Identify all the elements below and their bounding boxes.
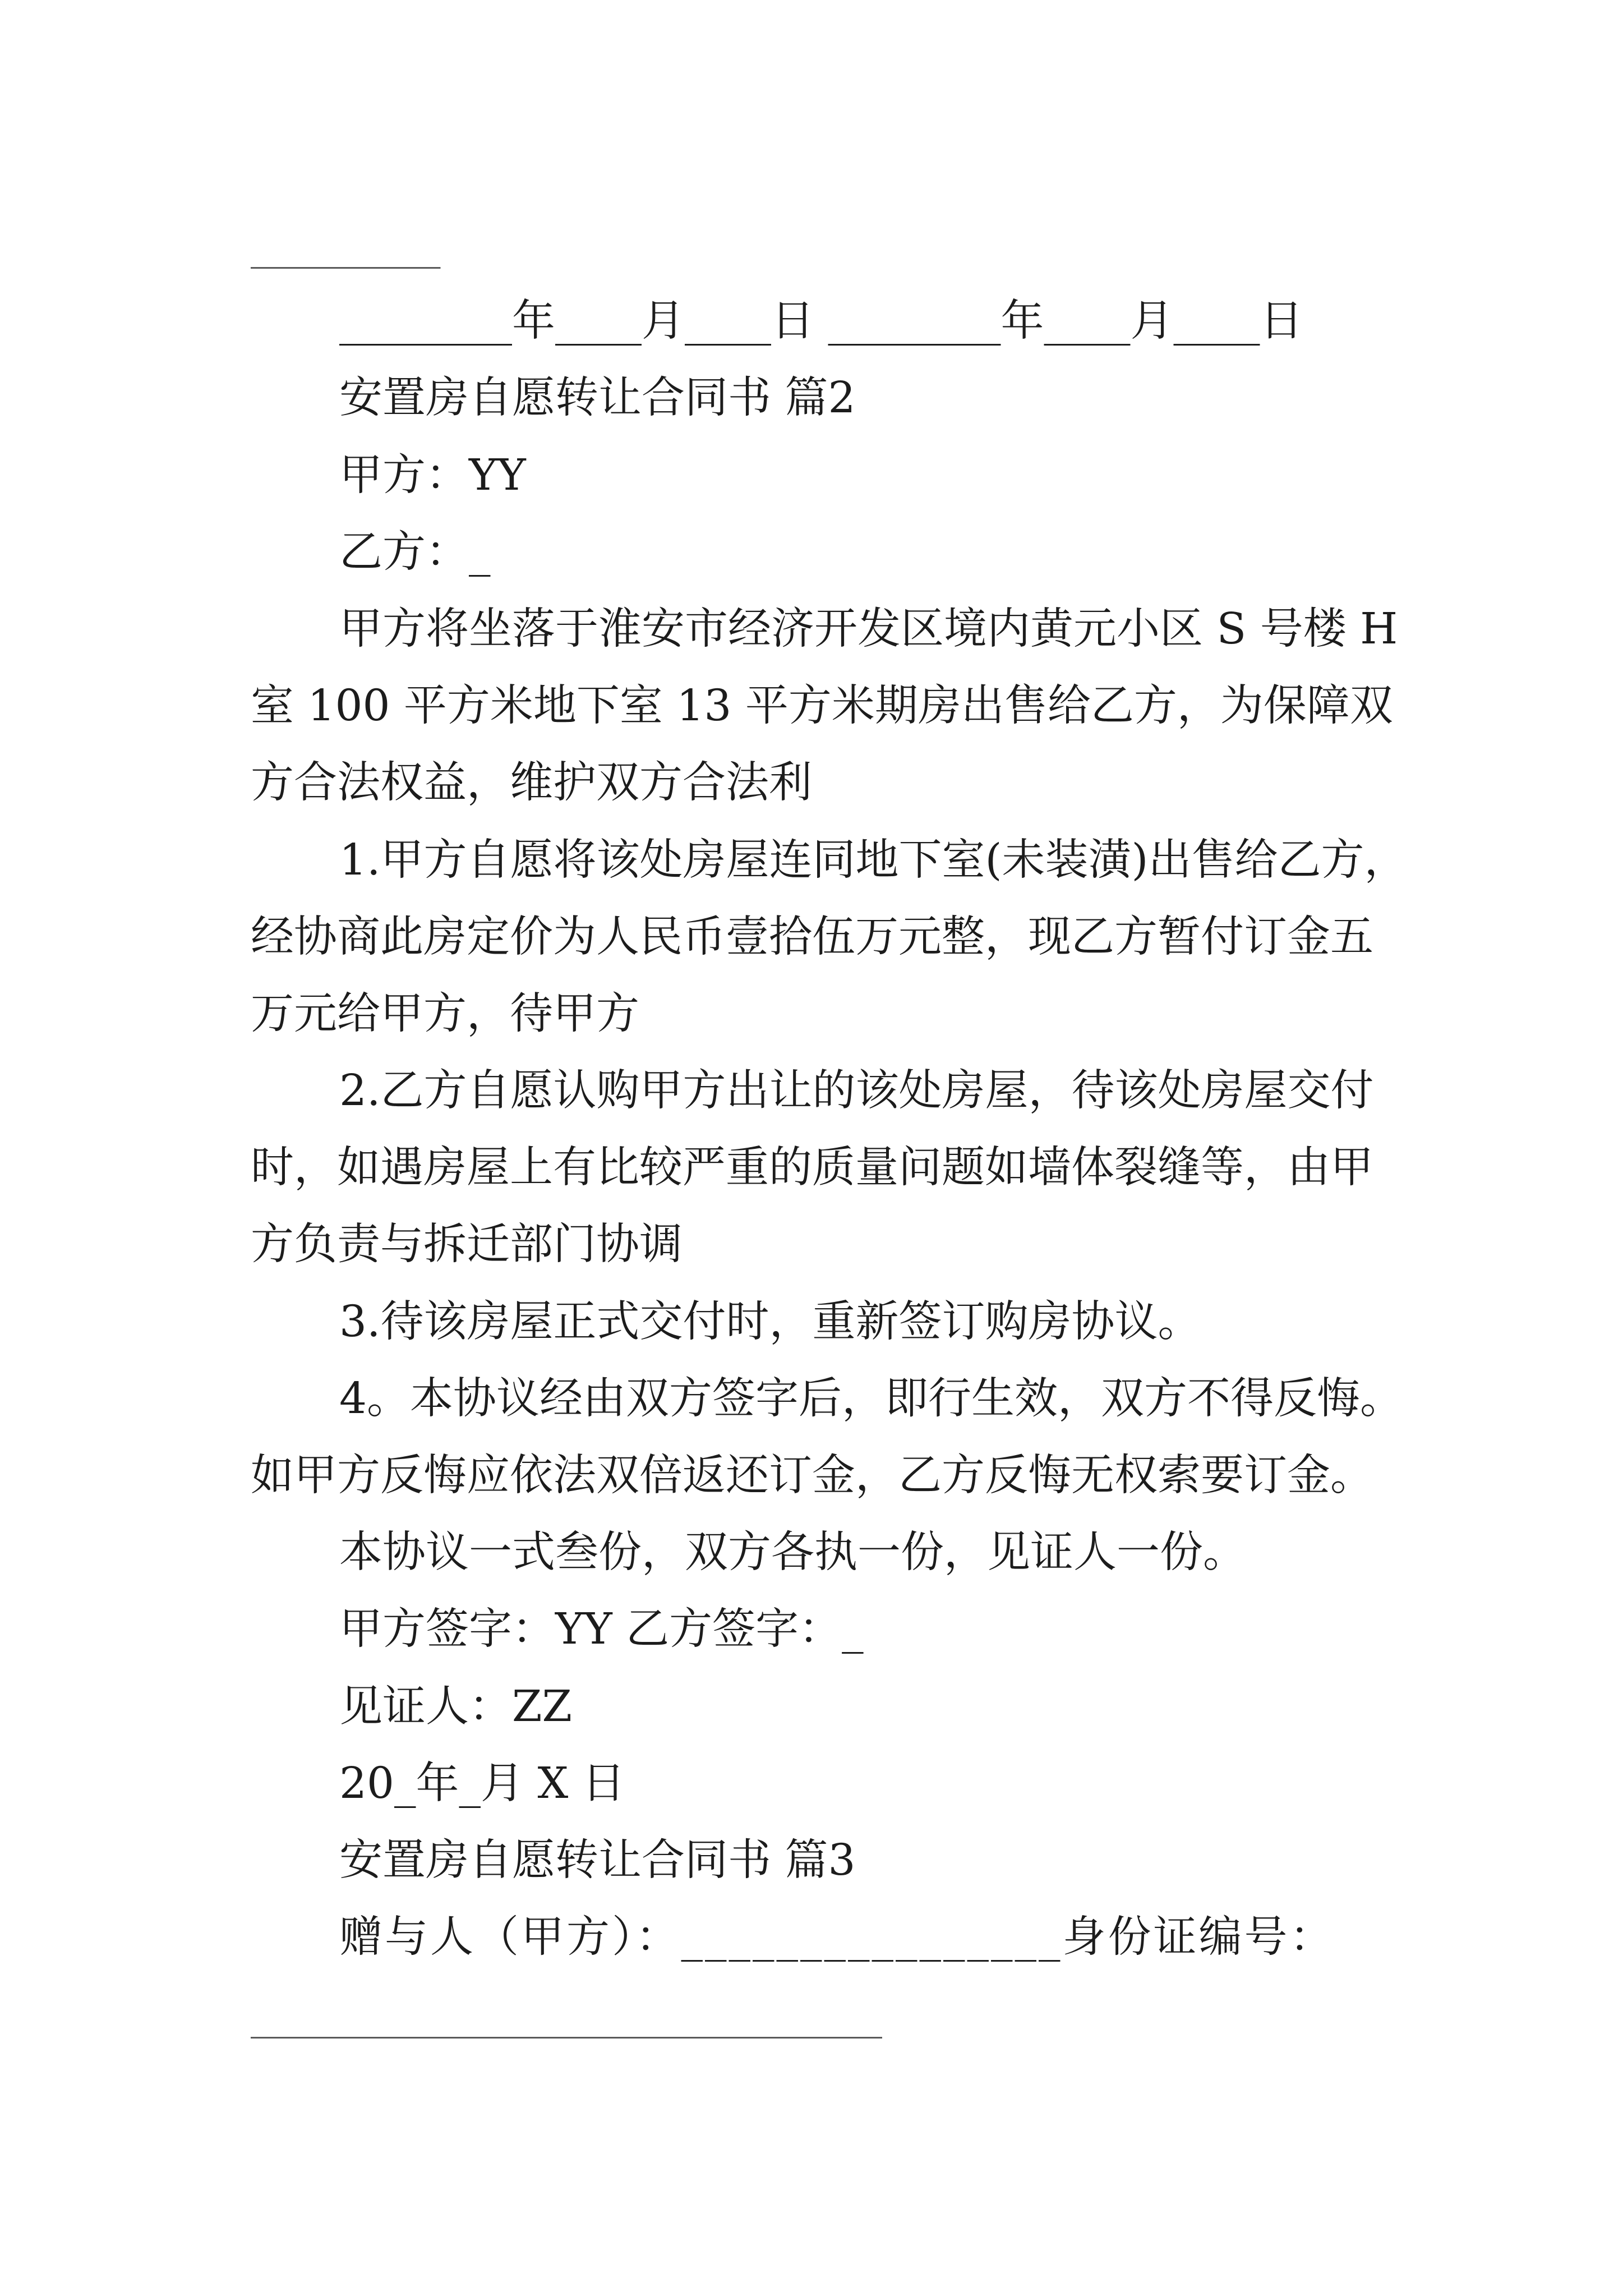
section-heading-3 xyxy=(251,1822,1541,1899)
section-heading-2 xyxy=(251,360,1541,436)
party-a-text: 甲方：YY xyxy=(339,450,526,500)
paragraph-line: 时，如遇房屋上有比较严重的质量问题如墙体裂缝等，由甲 xyxy=(251,1143,1373,1193)
clause-2 xyxy=(251,1052,1541,1283)
preamble-paragraph xyxy=(251,591,1541,822)
party-a xyxy=(251,437,1541,514)
fill-blank-bottom xyxy=(251,1976,1541,2053)
paragraph-line: 4。本协议经由双方签字后，即行生效，双方不得反悔。 xyxy=(339,1373,1403,1424)
paragraph-line: 1.甲方自愿将该处房屋连同地下室(未装潢)出售给乙方， xyxy=(339,835,1408,885)
clause-4 xyxy=(251,1360,1541,1514)
paragraph-line: 甲方将坐落于淮安市经济开发区境内黄元小区 S 号楼 H xyxy=(339,604,1398,654)
donor-line-text: 赠与人（甲方）：________________身份证编号： xyxy=(339,1912,1335,1963)
section-heading-text: 安置房自愿转让合同书 篇2 xyxy=(339,373,856,424)
clause-3 xyxy=(251,1283,1541,1360)
paragraph-line: 方合法权益，维护双方合法利 xyxy=(251,758,812,808)
party-b-text: 乙方：_ xyxy=(339,527,491,577)
donor-line xyxy=(251,1899,1541,1976)
party-b xyxy=(251,514,1541,591)
paragraph-line: 3.待该房屋正式交付时，重新签订购房协议。 xyxy=(339,1296,1201,1347)
clause-1 xyxy=(251,822,1541,1053)
document-body xyxy=(251,206,1541,2053)
copies-statement xyxy=(251,1514,1541,1591)
paragraph-line: 经协商此房定价为人民币壹拾伍万元整，现乙方暂付订金五 xyxy=(251,912,1373,962)
signature-line: 甲方签字：YY 乙方签字：_ xyxy=(339,1604,864,1655)
paragraph-line: 2.乙方自愿认购甲方出让的该处房屋，待该处房屋交付 xyxy=(339,1066,1374,1116)
date-line xyxy=(251,283,1541,360)
date-line-text: ________年____月____日 ________年____月____日 xyxy=(339,296,1303,347)
signing-date xyxy=(251,1745,1541,1822)
section-heading-text: 安置房自愿转让合同书 篇3 xyxy=(339,1835,856,1885)
fill-blank-line: _________ xyxy=(251,219,440,269)
paragraph-line: 万元给甲方，待甲方 xyxy=(251,988,639,1039)
fill-blank-top xyxy=(251,206,1541,283)
witness xyxy=(251,1668,1541,1745)
witness-line: 见证人：ZZ xyxy=(339,1681,573,1732)
signing-date-line: 20_年_月 X 日 xyxy=(339,1758,625,1809)
paragraph-line: 方负责与拆迁部门协调 xyxy=(251,1220,683,1270)
paragraph-line: 室 100 平方米地下室 13 平方米期房出售给乙方，为保障双 xyxy=(251,681,1393,731)
paragraph-line: 本协议一式叁份，双方各执一份，见证人一份。 xyxy=(339,1527,1246,1578)
paragraph-line: 如甲方反悔应依法双倍返还订金，乙方反悔无权索要订金。 xyxy=(251,1451,1373,1501)
signatures xyxy=(251,1591,1541,1668)
fill-blank-line: ______________________________ xyxy=(251,1989,882,2040)
